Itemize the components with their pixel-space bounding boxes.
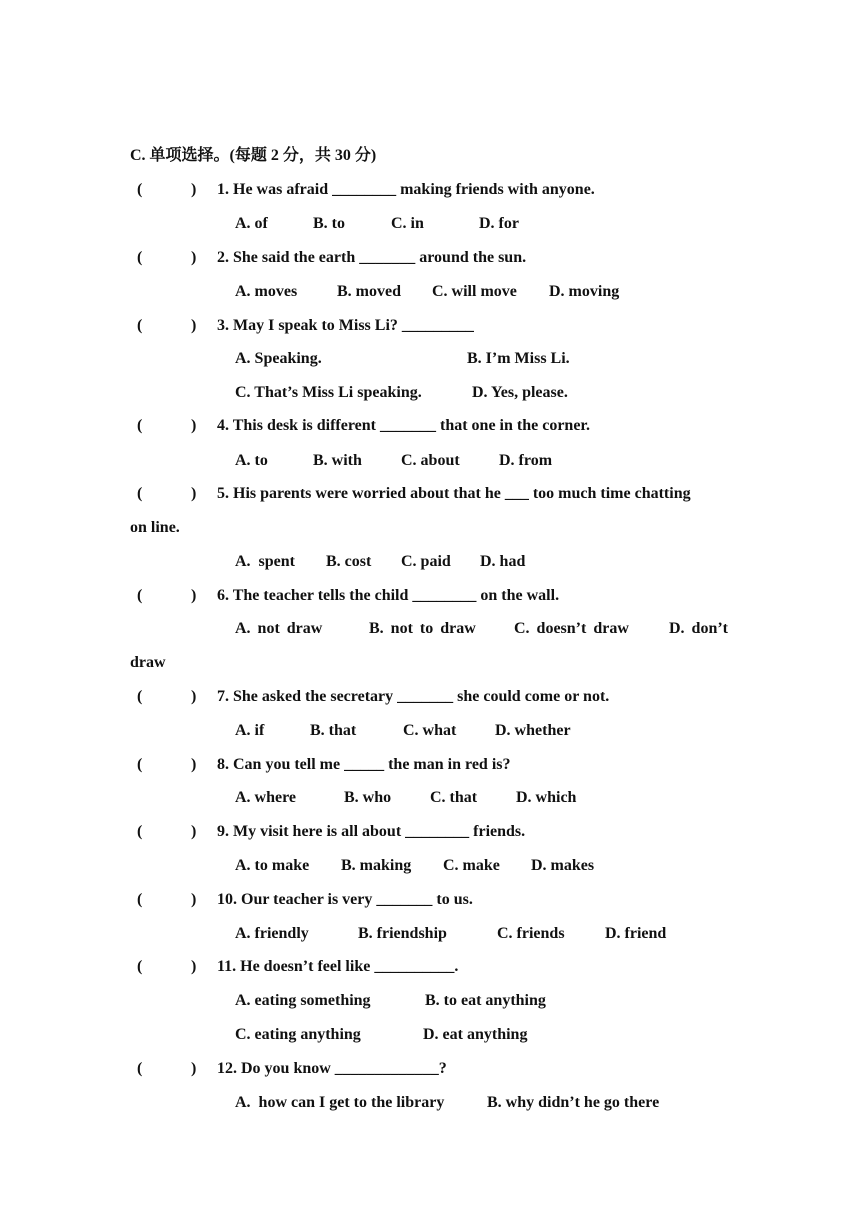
- option-a: A. moves: [235, 283, 298, 300]
- answer-paren-close: ): [191, 688, 197, 705]
- answer-paren-open: (: [137, 1060, 143, 1077]
- answer-paren-open: (: [137, 181, 143, 198]
- option-a: A. of: [235, 215, 268, 232]
- option-c: C. make: [443, 857, 500, 874]
- question-stem: 5. His parents were worried about that he ___ too much time chatting: [217, 485, 691, 502]
- question-stem: 11. He doesn’t feel like __________.: [217, 958, 459, 975]
- option-b: B. cost: [326, 553, 372, 570]
- question-stem: 1. He was afraid ________ making friends with anyone.: [217, 181, 595, 198]
- option-c: C. what: [403, 722, 457, 739]
- option-d: D. from: [499, 452, 553, 469]
- option-d: D. whether: [495, 722, 571, 739]
- answer-paren-close: ): [191, 317, 197, 334]
- answer-paren-close: ): [191, 823, 197, 840]
- option-d: D. had: [480, 553, 526, 570]
- option-b: B. moved: [337, 283, 401, 300]
- option-d: D. eat anything: [423, 1026, 528, 1043]
- answer-paren-close: ): [191, 249, 197, 266]
- option-b: B. to: [313, 215, 345, 232]
- option-b: B. not to draw: [369, 620, 476, 637]
- option-d: D. friend: [605, 925, 667, 942]
- option-c: C. doesn’t draw: [514, 620, 629, 637]
- option-d: D. makes: [531, 857, 595, 874]
- option-c: C. that: [430, 789, 478, 806]
- option-a: A. how can I get to the library: [235, 1094, 445, 1111]
- option-d: D. don’t: [669, 620, 729, 637]
- answer-paren-open: (: [137, 417, 143, 434]
- option-d: D. which: [516, 789, 577, 806]
- option-a: A. eating something: [235, 992, 371, 1009]
- question-stem: 7. She asked the secretary _______ she could come or not.: [217, 688, 610, 705]
- option-c: C. about: [401, 452, 460, 469]
- answer-paren-open: (: [137, 485, 143, 502]
- question-stem: 10. Our teacher is very _______ to us.: [217, 891, 473, 908]
- option-c: C. paid: [401, 553, 451, 570]
- option-c: C. will move: [432, 283, 517, 300]
- question-stem: 2. She said the earth _______ around the sun.: [217, 249, 527, 266]
- option-a: A. friendly: [235, 925, 309, 942]
- answer-paren-close: ): [191, 891, 197, 908]
- option-a: A. to: [235, 452, 268, 469]
- answer-paren-open: (: [137, 249, 143, 266]
- option-d: D. moving: [549, 283, 620, 300]
- answer-paren-open: (: [137, 823, 143, 840]
- option-c: C. That’s Miss Li speaking.: [235, 384, 422, 401]
- section-title: C. 单项选择。(每题 2 分，共 30 分): [130, 147, 377, 164]
- option-a: A. spent: [235, 553, 296, 570]
- answer-paren-close: ): [191, 485, 197, 502]
- answer-paren-close: ): [191, 181, 197, 198]
- option-a: A. Speaking.: [235, 350, 322, 367]
- option-a: A. to make: [235, 857, 310, 874]
- option-d: D. for: [479, 215, 519, 232]
- answer-paren-close: ): [191, 1060, 197, 1077]
- question-stem: 9. My visit here is all about ________ friends.: [217, 823, 526, 840]
- answer-paren-close: ): [191, 587, 197, 604]
- question-stem: 8. Can you tell me _____ the man in red is?: [217, 756, 511, 773]
- question-stem: 6. The teacher tells the child ________ on the wall.: [217, 587, 560, 604]
- answer-paren-open: (: [137, 756, 143, 773]
- answer-paren-close: ): [191, 958, 197, 975]
- answer-paren-open: (: [137, 688, 143, 705]
- option-d-continued: draw: [130, 654, 166, 671]
- option-b: B. I’m Miss Li.: [467, 350, 570, 367]
- option-b: B. why didn’t he go there: [487, 1094, 660, 1111]
- option-a: A. if: [235, 722, 265, 739]
- question-stem: 3. May I speak to Miss Li? _________: [217, 317, 474, 334]
- answer-paren-open: (: [137, 891, 143, 908]
- answer-paren-open: (: [137, 587, 143, 604]
- answer-paren-close: ): [191, 756, 197, 773]
- answer-paren-open: (: [137, 958, 143, 975]
- option-b: B. friendship: [358, 925, 447, 942]
- option-b: B. that: [310, 722, 357, 739]
- question-stem: 4. This desk is different _______ that one in the corner.: [217, 417, 591, 434]
- option-c: C. eating anything: [235, 1026, 361, 1043]
- option-d: D. Yes, please.: [472, 384, 568, 401]
- option-a: A. not draw: [235, 620, 323, 637]
- answer-paren-close: ): [191, 417, 197, 434]
- question-stem: 12. Do you know _____________?: [217, 1060, 447, 1077]
- option-c: C. in: [391, 215, 424, 232]
- option-b: B. to eat anything: [425, 992, 546, 1009]
- option-b: B. with: [313, 452, 362, 469]
- option-b: B. who: [344, 789, 392, 806]
- answer-paren-open: (: [137, 317, 143, 334]
- option-a: A. where: [235, 789, 297, 806]
- option-b: B. making: [341, 857, 412, 874]
- option-c: C. friends: [497, 925, 565, 942]
- question-stem-continued: on line.: [130, 519, 180, 536]
